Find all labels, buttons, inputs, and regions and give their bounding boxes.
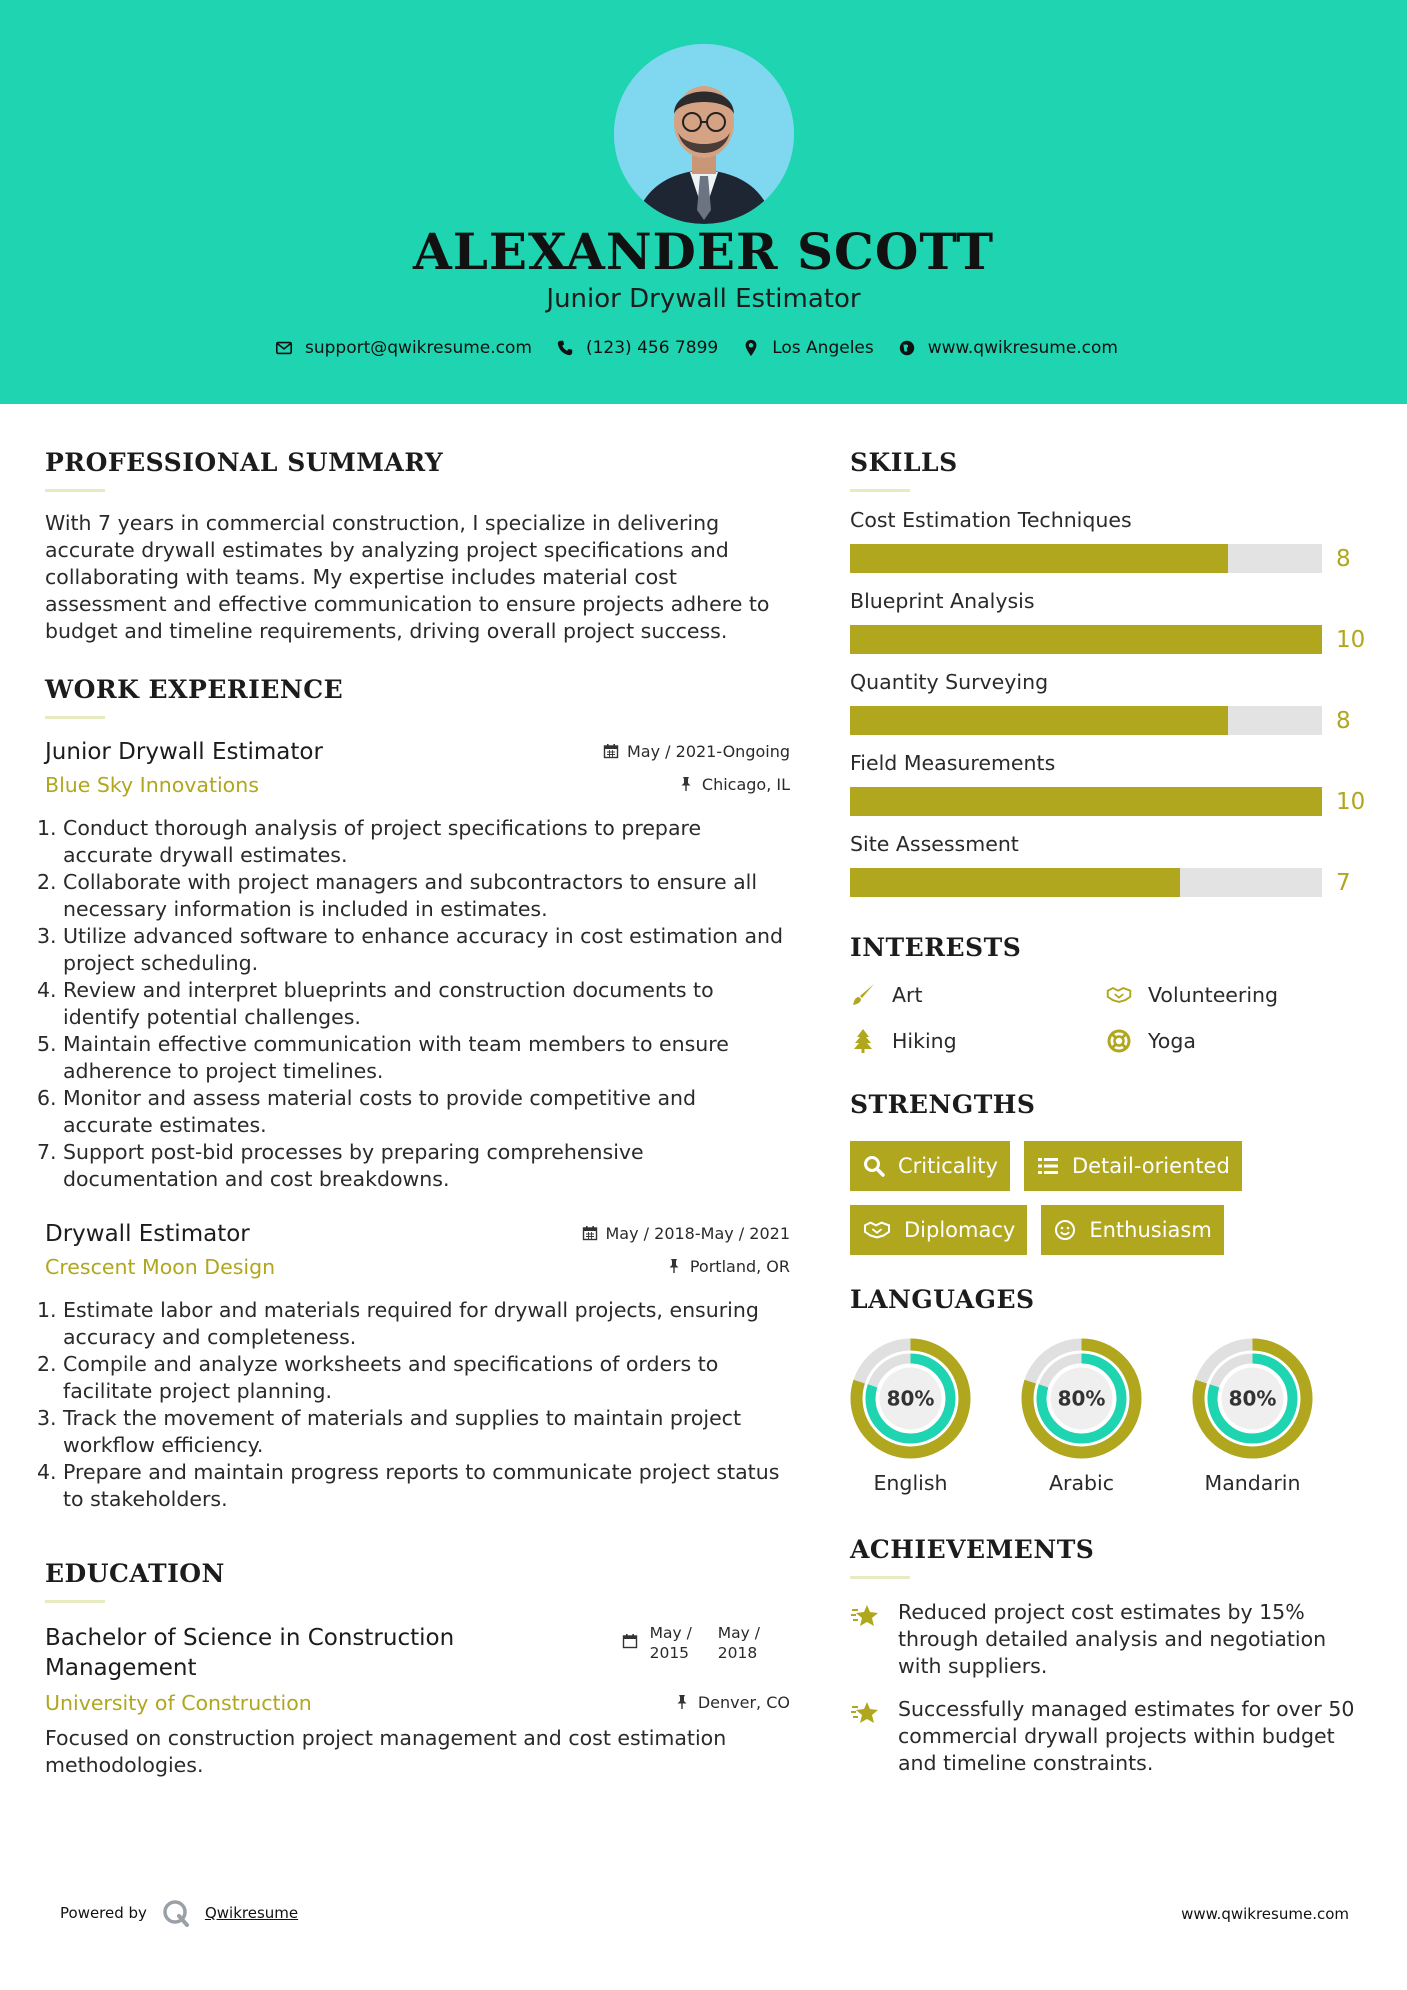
- calendar-icon: [603, 743, 619, 759]
- job-location-text: Chicago, IL: [701, 774, 790, 794]
- strength-label: Criticality: [898, 1154, 998, 1178]
- skill-bar-fill: [850, 625, 1322, 654]
- strengths-heading: STRENGTHS: [850, 1090, 1036, 1119]
- skill-item: [850, 670, 1370, 735]
- powered-by-text: Powered by: [60, 1904, 147, 1922]
- pushpin-icon: [674, 1694, 690, 1710]
- summary-section: [45, 448, 790, 645]
- language-donut: [1021, 1338, 1142, 1459]
- job-date-text: May / 2021-Ongoing: [627, 741, 790, 761]
- right-column: [850, 404, 1370, 1793]
- map-pin-icon: [742, 339, 760, 357]
- job-date-text: May / 2018-May / 2021: [605, 1223, 790, 1243]
- footer-website[interactable]: www.qwikresume.com: [1181, 1905, 1349, 1923]
- website-text: www.qwikresume.com: [927, 338, 1118, 358]
- skill-bar: [850, 625, 1322, 654]
- contact-phone[interactable]: [556, 338, 718, 358]
- pushpin-icon: [666, 1258, 682, 1274]
- paintbrush-icon: [850, 982, 876, 1008]
- education-location-text: Denver, CO: [697, 1692, 790, 1712]
- interest-label: Volunteering: [1148, 983, 1279, 1007]
- languages-section: [850, 1285, 1370, 1495]
- skill-score: 8: [1336, 545, 1351, 572]
- achievement-item: [850, 1696, 1370, 1777]
- degree-line: Management: [45, 1655, 197, 1681]
- interest-label: Art: [892, 983, 923, 1007]
- language-percent: 80%: [886, 1386, 935, 1411]
- skill-bar: [850, 544, 1322, 573]
- strength-tag: [850, 1141, 1010, 1191]
- duty-item: Compile and analyze worksheets and specifications of orders to facilitate project planning.: [63, 1352, 719, 1403]
- degree-line: Bachelor of Science in Construction: [45, 1625, 455, 1651]
- duty-item: Prepare and maintain progress reports to communicate project status to stakeholders.: [63, 1460, 780, 1511]
- header: [0, 0, 1407, 404]
- school-name: University of Construction: [45, 1691, 312, 1715]
- smile-icon: [1053, 1218, 1077, 1242]
- end-month: May /: [717, 1624, 760, 1642]
- job-title: Drywall Estimator: [45, 1221, 250, 1247]
- interest-item: [850, 1028, 1106, 1054]
- skill-score: 10: [1336, 626, 1366, 653]
- skills-section: [850, 448, 1370, 897]
- duty-item: Conduct thorough analysis of project specifications to prepare accurate drywall estimates.: [63, 816, 702, 867]
- contact-website[interactable]: [898, 338, 1118, 358]
- duty-item: Review and interpret blueprints and construction documents to identify potential challenges.: [63, 978, 714, 1029]
- calendar-icon: [622, 1633, 638, 1649]
- interests-heading: INTERESTS: [850, 933, 1022, 962]
- skill-bar-fill: [850, 787, 1322, 816]
- contact-bar: [0, 338, 1407, 358]
- education-description: Focused on construction project management and cost estimation methodologies.: [45, 1726, 727, 1777]
- interest-label: Yoga: [1148, 1029, 1196, 1053]
- language-name: Arabic: [1049, 1471, 1114, 1495]
- pushpin-icon: [678, 776, 694, 792]
- skill-name: Cost Estimation Techniques: [850, 508, 1132, 532]
- envelope-icon: [275, 339, 293, 357]
- experience-heading: WORK EXPERIENCE: [45, 675, 344, 704]
- profile-photo: [614, 44, 794, 224]
- skill-item: [850, 751, 1370, 816]
- job-location: [678, 775, 790, 794]
- duty-item: Monitor and assess material costs to provide competitive and accurate estimates.: [63, 1086, 697, 1137]
- job-entry: [45, 739, 790, 1193]
- candidate-name: ALEXANDER SCOTT: [412, 222, 995, 281]
- strength-tag: [1024, 1141, 1242, 1191]
- search-icon: [862, 1154, 886, 1178]
- skill-score: 8: [1336, 707, 1351, 734]
- summary-heading: PROFESSIONAL SUMMARY: [45, 448, 444, 477]
- star-icon: [850, 1698, 880, 1728]
- language-item: [850, 1338, 971, 1495]
- company-name: Blue Sky Innovations: [45, 773, 259, 797]
- degree-title: [45, 1623, 505, 1683]
- job-location: [666, 1257, 790, 1276]
- skill-name: Site Assessment: [850, 832, 1019, 856]
- duty-item: Collaborate with project managers and subcontractors to ensure all necessary information is included in estimates.: [63, 870, 758, 921]
- start-month: May /: [649, 1624, 692, 1642]
- strength-label: Enthusiasm: [1089, 1218, 1212, 1242]
- job-entry: [45, 1221, 790, 1513]
- handshake-icon: [1106, 982, 1132, 1008]
- education-dates: [622, 1623, 760, 1683]
- education-heading: EDUCATION: [45, 1559, 225, 1588]
- star-icon: [850, 1601, 880, 1631]
- section-divider: [45, 489, 105, 492]
- skill-score: 10: [1336, 788, 1366, 815]
- education-location: [674, 1693, 790, 1712]
- duty-item: Support post-bid processes by preparing comprehensive documentation and cost breakdowns.: [63, 1140, 644, 1191]
- section-divider: [45, 1600, 105, 1603]
- end-year: 2018: [717, 1644, 758, 1662]
- skill-score: 7: [1336, 869, 1351, 896]
- tree-icon: [850, 1028, 876, 1054]
- contact-email[interactable]: [275, 338, 532, 358]
- skill-bar: [850, 706, 1322, 735]
- skill-item: [850, 832, 1370, 897]
- handshake-icon: [862, 1218, 892, 1242]
- job-date: [582, 1224, 791, 1243]
- achievement-text: Reduced project cost estimates by 15% through detailed analysis and negotiation with suppliers.: [898, 1600, 1327, 1678]
- strengths-section: [850, 1090, 1370, 1255]
- job-date: [603, 742, 790, 761]
- strength-label: Diplomacy: [904, 1218, 1016, 1242]
- skill-name: Blueprint Analysis: [850, 589, 1035, 613]
- contact-location: [742, 338, 874, 358]
- skill-name: Field Measurements: [850, 751, 1056, 775]
- duty-item: Track the movement of materials and supplies to maintain project workflow efficiency.: [63, 1406, 741, 1457]
- section-divider: [850, 489, 910, 492]
- skills-heading: SKILLS: [850, 448, 958, 477]
- qwikresume-logo-icon: [161, 1898, 191, 1928]
- list-icon: [1036, 1154, 1060, 1178]
- left-column: [45, 404, 790, 1779]
- language-donut: [850, 1338, 971, 1459]
- globe-icon: [898, 339, 916, 357]
- language-name: English: [873, 1471, 948, 1495]
- duty-list: [45, 1297, 790, 1513]
- interests-section: [850, 933, 1370, 1054]
- strength-label: Detail-oriented: [1071, 1154, 1230, 1178]
- calendar-icon: [582, 1225, 598, 1241]
- summary-text: With 7 years in commercial construction, I specialize in delivering accurate drywall estimates by analyzing project specifications and collaborating with teams. My expertise includes material cost assessment and effective communication to ensure projects adhere to budget and timeline requirements, driving overall project success.: [45, 511, 770, 643]
- candidate-title: Junior Drywall Estimator: [546, 284, 861, 314]
- education-section: [45, 1559, 790, 1779]
- achievement-item: [850, 1599, 1370, 1680]
- duty-item: Maintain effective communication with team members to ensure adherence to project timelines.: [63, 1032, 729, 1083]
- skill-bar-fill: [850, 706, 1228, 735]
- language-percent: 80%: [1228, 1386, 1277, 1411]
- interest-item: [850, 982, 1106, 1008]
- duty-item: Utilize advanced software to enhance accuracy in cost estimation and project scheduling.: [63, 924, 784, 975]
- skill-item: [850, 589, 1370, 654]
- duty-list: [45, 815, 790, 1193]
- section-divider: [45, 716, 105, 719]
- interest-item: [1106, 982, 1346, 1008]
- location-text: Los Angeles: [772, 338, 874, 358]
- job-location-text: Portland, OR: [689, 1256, 790, 1276]
- phone-icon: [556, 339, 574, 357]
- skill-name: Quantity Surveying: [850, 670, 1049, 694]
- skill-item: [850, 508, 1370, 573]
- job-title: Junior Drywall Estimator: [45, 739, 323, 765]
- strength-tag: [850, 1205, 1027, 1255]
- achievements-heading: ACHIEVEMENTS: [850, 1535, 1095, 1564]
- interest-label: Hiking: [892, 1029, 957, 1053]
- language-item: [1192, 1338, 1313, 1495]
- duty-item: Estimate labor and materials required for drywall projects, ensuring accuracy and completeness.: [63, 1298, 759, 1349]
- achievements-section: [850, 1535, 1370, 1777]
- company-name: Crescent Moon Design: [45, 1255, 276, 1279]
- skill-bar: [850, 787, 1322, 816]
- experience-section: [45, 675, 790, 1513]
- achievement-text: Successfully managed estimates for over 50 commercial drywall projects within budget and timeline constraints.: [898, 1697, 1355, 1775]
- skill-bar-fill: [850, 868, 1180, 897]
- email-text: support@qwikresume.com: [305, 338, 532, 358]
- skill-bar-fill: [850, 544, 1228, 573]
- language-item: [1021, 1338, 1142, 1495]
- strength-tag: [1041, 1205, 1223, 1255]
- language-percent: 80%: [1057, 1386, 1106, 1411]
- language-name: Mandarin: [1204, 1471, 1301, 1495]
- start-year: 2015: [649, 1644, 690, 1662]
- language-donut: [1192, 1338, 1313, 1459]
- interest-item: [1106, 1028, 1346, 1054]
- phone-text: (123) 456 7899: [585, 338, 719, 358]
- lifebuoy-icon: [1106, 1028, 1132, 1054]
- brand-link[interactable]: Qwikresume: [204, 1904, 299, 1922]
- languages-heading: LANGUAGES: [850, 1285, 1035, 1314]
- skill-bar: [850, 868, 1322, 897]
- footer-powered-by: [60, 1898, 298, 1928]
